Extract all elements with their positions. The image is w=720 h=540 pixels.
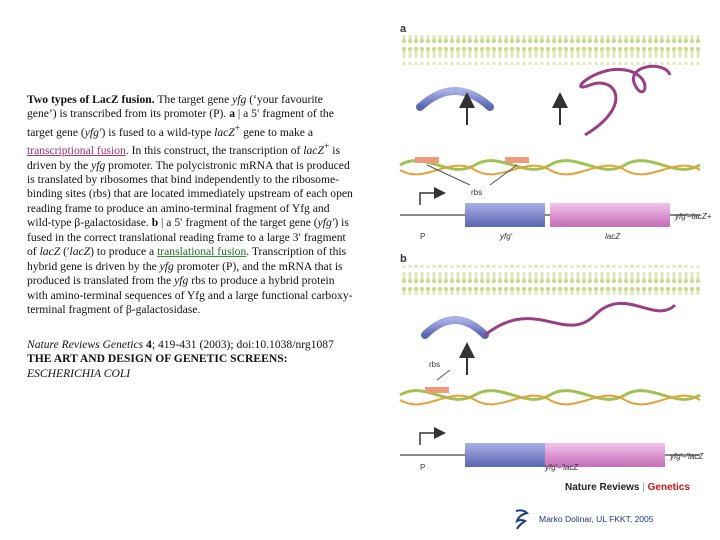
caption-text: (′ bbox=[60, 245, 70, 259]
caption-gene: yfg bbox=[174, 274, 189, 288]
promoter-label-a: P bbox=[420, 232, 426, 241]
author-credit bbox=[513, 506, 653, 532]
panel-a bbox=[400, 23, 712, 241]
figure-svg bbox=[395, 15, 712, 472]
caption-text: promoter. The polycistronic mRNA that is produced is translated by ribosomes that bind independently to the ribosome-binding sites (rbs) that are located immediately upstream of each open reading frame to produce an amino-terminal fragment of Yfg and wild-type β-galactosidase. bbox=[27, 158, 353, 230]
caption-title: Two types of LacZ fusion. bbox=[27, 93, 155, 106]
rbs-label-b: rbs bbox=[429, 360, 441, 369]
caption-sup: + bbox=[323, 141, 330, 153]
hybrid-protein-pink bbox=[485, 303, 675, 335]
figure-caption bbox=[27, 93, 355, 318]
fusion-label-a: yfg′–lacZ+ bbox=[675, 212, 712, 221]
rbs-box-b bbox=[425, 387, 449, 393]
yfg-protein-fragment bbox=[420, 91, 490, 107]
fusion-label-b: yfg′–′lacZ bbox=[670, 452, 704, 461]
lacz-label-a: lacZ bbox=[605, 232, 621, 241]
caption-gene: lacZ bbox=[39, 245, 61, 259]
caption-gene: yfg bbox=[91, 158, 106, 172]
caption-text: ) is fused to a wild-type bbox=[101, 125, 215, 139]
caption-gene: yfg bbox=[159, 259, 174, 273]
panel-b-letter: b bbox=[400, 253, 407, 265]
caption-text: ) to produce a bbox=[90, 245, 158, 259]
caption-text: The target gene bbox=[154, 93, 233, 106]
nature-reviews-logo bbox=[565, 482, 690, 493]
citation-details: ; 419-431 (2003); doi:10.1038/nrg1087 bbox=[151, 338, 334, 351]
yfg-gene-box-a bbox=[465, 203, 545, 227]
rbs-pointer-b bbox=[437, 370, 450, 380]
caption-text: (‘your favourite gene’) is transcribed from its promoter (P). bbox=[27, 93, 323, 121]
caption-gene: yfg bbox=[232, 93, 247, 106]
cell-membrane bbox=[400, 35, 700, 65]
yfg-label-a: yfg′ bbox=[500, 232, 513, 241]
journal-volume: 4 bbox=[146, 338, 152, 351]
article-subtitle-text: ESCHERICHIA COLI bbox=[27, 366, 131, 380]
yfg-gene-box-b bbox=[465, 443, 545, 467]
hybrid-protein-blue bbox=[425, 320, 485, 335]
article-title: THE ART AND DESIGN OF GENETIC SCREENS: bbox=[27, 352, 288, 366]
lacz-gene-box-a bbox=[550, 203, 670, 227]
citation bbox=[27, 338, 367, 381]
caption-text: is driven by the bbox=[27, 144, 340, 172]
caption-text: ) is fused in the correct translational reading frame to a large 3′ fragment of bbox=[27, 216, 349, 259]
brand-name: Nature Reviews bbox=[565, 482, 640, 493]
gene-label-b: yfg′–′lacZ bbox=[545, 463, 579, 472]
credit-logo-icon bbox=[513, 507, 533, 531]
transcriptional-fusion-link[interactable]: transcriptional fusion bbox=[27, 144, 126, 158]
panel-b bbox=[400, 253, 704, 472]
caption-panel-b: b bbox=[151, 216, 159, 230]
citation-source bbox=[27, 338, 367, 352]
lacz-fusion-figure bbox=[395, 15, 712, 472]
caption-text: . Transcription of this hybrid gene is driven by the bbox=[27, 245, 347, 273]
caption-text: | a 5′ fragment of the target gene ( bbox=[27, 107, 334, 139]
promoter-label-b: P bbox=[420, 463, 426, 472]
caption-text: . In this construct, the transcription of bbox=[125, 144, 304, 158]
panel-a-letter: a bbox=[400, 23, 407, 35]
journal-name: Nature Reviews Genetics bbox=[27, 338, 144, 351]
rbs-box-a2 bbox=[505, 157, 529, 163]
caption-text: gene to make a bbox=[240, 125, 313, 139]
translational-fusion-link[interactable]: translational fusion bbox=[157, 245, 247, 259]
beta-galactosidase bbox=[581, 66, 670, 135]
caption-gene: lacZ bbox=[303, 144, 324, 158]
caption-sup: + bbox=[234, 122, 241, 134]
caption-gene: lacZ bbox=[69, 245, 91, 259]
brand-separator: | bbox=[642, 482, 645, 493]
brand-section: Genetics bbox=[647, 482, 690, 493]
caption-text: rbs to produce a hybrid protein with amino-terminal sequences of Yfg and a large functional carboxy-terminal fragment of β-galactosidase. bbox=[27, 274, 353, 317]
caption-panel-a: a bbox=[229, 107, 235, 121]
rbs-box-a1 bbox=[415, 157, 439, 163]
caption-gene: lacZ bbox=[214, 125, 235, 139]
promoter-arrow-b bbox=[420, 433, 440, 445]
mrna-strand-b2 bbox=[400, 396, 700, 405]
caption-text: | a 5′ fragment of the target gene ( bbox=[158, 216, 318, 230]
credit-text: Marko Dolinar, UL FKKT, 2005 bbox=[539, 514, 654, 524]
article-subtitle bbox=[27, 367, 367, 381]
caption-gene: yfg′ bbox=[84, 125, 102, 139]
rbs-label-a: rbs bbox=[471, 188, 483, 197]
promoter-arrow-a bbox=[420, 193, 440, 205]
caption-gene: yfg′ bbox=[317, 216, 335, 230]
caption-text: promoter (P), and the mRNA that is produced is translated from the bbox=[27, 259, 343, 288]
cell-membrane-b bbox=[400, 265, 700, 295]
